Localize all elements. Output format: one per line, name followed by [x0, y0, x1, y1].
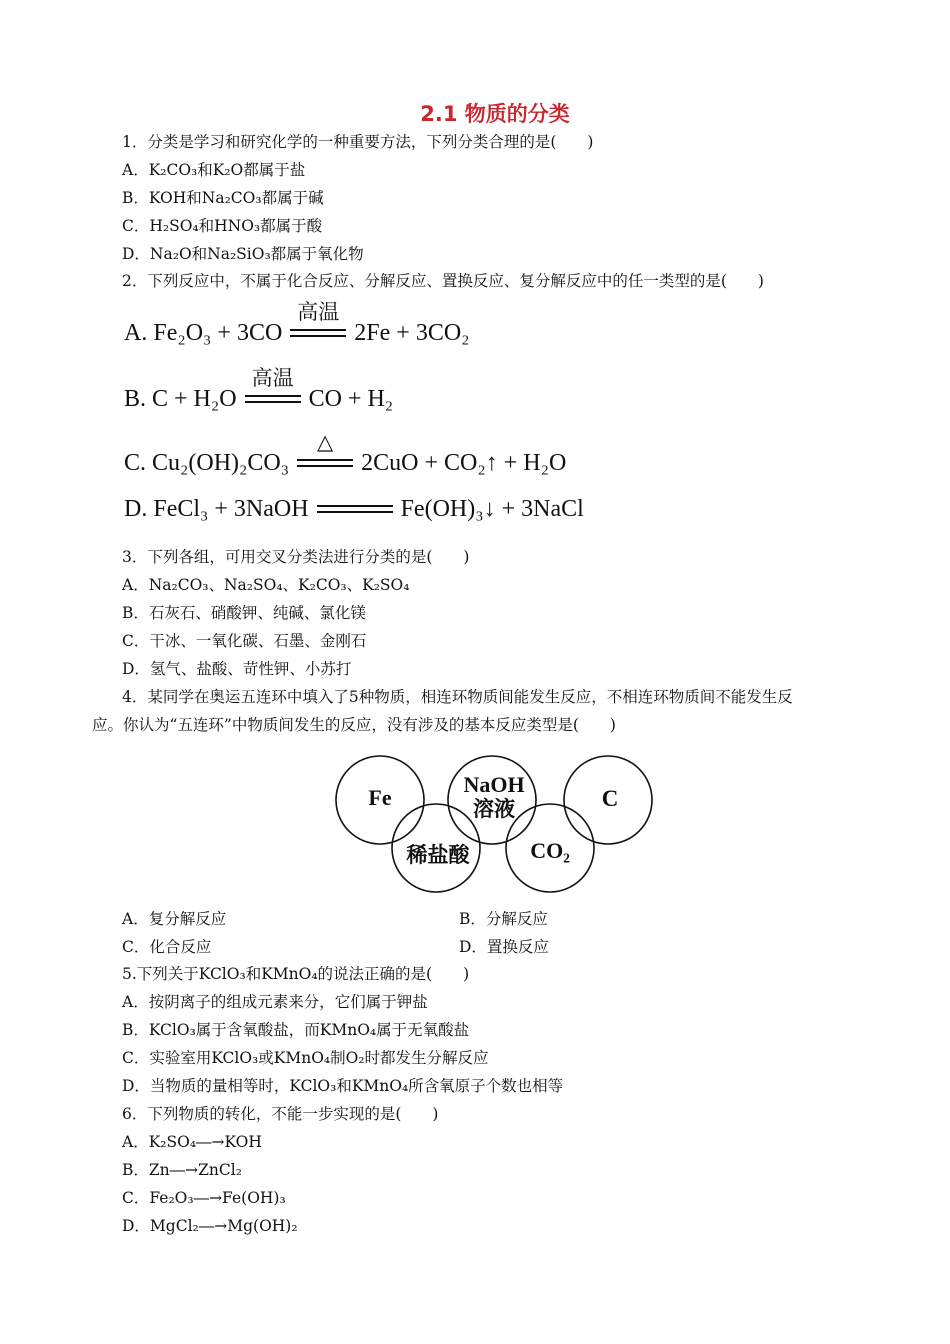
q3-option-c: C．干冰、一氧化碳、石墨、金刚石 — [122, 632, 367, 650]
heat-symbol: △ — [317, 430, 334, 455]
ring-label-solution: 溶液 — [473, 797, 515, 821]
ring-label-c: C — [601, 786, 619, 811]
q5-option-a: A．按阴离子的组成元素来分，它们属于钾盐 — [122, 993, 428, 1011]
q3-option-d: D．氢气、盐酸、苛性钾、小苏打 — [122, 660, 352, 678]
q2-d-products: Fe(OH)₃↓ + 3NaCl — [400, 496, 584, 522]
q2-b-reactants: C + H₂O — [152, 386, 237, 412]
q1-option-a: A．K₂CO₃和K₂O都属于盐 — [122, 161, 306, 179]
q5-stem: 5.下列关于KClO₃和KMnO₄的说法正确的是( ) — [122, 965, 470, 983]
q2-c-products: 2CuO + CO₂↑ + H₂O — [361, 450, 567, 476]
equals-sign — [317, 505, 393, 515]
ring-label-co2: CO₂ — [530, 838, 570, 863]
q6-option-d: D．MgCl₂―→Mg(OH)₂ — [122, 1217, 298, 1235]
q2-a-products: 2Fe + 3CO₂ — [354, 320, 470, 346]
q4-option-a: A．复分解反应 — [122, 910, 227, 928]
q2-option-d-equation — [124, 494, 584, 524]
q2-d-reactants: FeCl₃ + 3NaOH — [153, 496, 309, 522]
ring-label-fe: Fe — [368, 785, 392, 810]
q3-option-a: A．Na₂CO₃、Na₂SO₄、K₂CO₃、K₂SO₄ — [122, 576, 410, 594]
q2-c-label: C. — [124, 450, 147, 476]
q2-option-c-equation — [124, 430, 567, 478]
q4-option-b: B．分解反应 — [459, 910, 548, 928]
q4-stem-line2: 应。你认为“五连环”中物质间发生的反应，没有涉及的基本反应类型是( ) — [92, 716, 616, 734]
q1-option-b: B．KOH和Na₂CO₃都属于碱 — [122, 189, 324, 207]
page-title: 2.1 物质的分类 — [420, 102, 570, 126]
q1-option-d: D．Na₂O和Na₂SiO₃都属于氧化物 — [122, 245, 364, 263]
q4-option-d: D．置换反应 — [459, 938, 549, 956]
q3-option-b: B．石灰石、硝酸钾、纯碱、氯化镁 — [122, 604, 366, 622]
q6-stem: 6．下列物质的转化，不能一步实现的是( ) — [122, 1105, 439, 1123]
q3-stem: 3．下列各组，可用交叉分类法进行分类的是( ) — [122, 548, 470, 566]
reaction-condition: 高温 — [251, 366, 294, 391]
q2-b-products: CO + H₂ — [308, 386, 394, 412]
q2-a-label: A. — [124, 320, 148, 346]
q5-option-d: D．当物质的量相等时，KClO₃和KMnO₄所含氧原子个数也相等 — [122, 1077, 564, 1095]
ring-label-naoh: NaOH — [463, 772, 525, 797]
q1-stem: 1．分类是学习和研究化学的一种重要方法，下列分类合理的是( ) — [122, 133, 594, 151]
q1-option-c: C．H₂SO₄和HNO₃都属于酸 — [122, 217, 323, 235]
q6-option-a: A．K₂SO₄―→KOH — [122, 1133, 262, 1151]
q2-option-a-equation — [124, 300, 470, 348]
equals-sign — [290, 300, 346, 339]
q2-c-reactants: Cu₂(OH)₂CO₃ — [152, 450, 290, 476]
five-rings-diagram — [332, 752, 656, 894]
equals-sign — [297, 430, 353, 469]
q6-option-b: B．Zn―→ZnCl₂ — [122, 1161, 242, 1179]
q2-b-label: B. — [124, 386, 147, 412]
q5-option-b: B．KClO₃属于含氧酸盐，而KMnO₄属于无氧酸盐 — [122, 1021, 470, 1039]
ring-label-hcl: 稀盐酸 — [406, 843, 470, 867]
reaction-condition: 高温 — [297, 300, 340, 325]
equals-sign — [245, 366, 301, 405]
q2-option-b-equation — [124, 366, 394, 414]
q4-option-c: C．化合反应 — [122, 938, 212, 956]
q2-d-label: D. — [124, 496, 148, 522]
q5-option-c: C．实验室用KClO₃或KMnO₄制O₂时都发生分解反应 — [122, 1049, 489, 1067]
q4-stem-line1: 4．某同学在奥运五连环中填入了5种物质，相连环物质间能发生反应，不相连环物质间不能发生反 — [122, 688, 793, 706]
q6-option-c: C．Fe₂O₃―→Fe(OH)₃ — [122, 1189, 286, 1207]
q2-a-reactants: Fe₂O₃ + 3CO — [153, 320, 283, 346]
q2-stem: 2．下列反应中，不属于化合反应、分解反应、置换反应、复分解反应中的任一类型的是( ) — [122, 272, 764, 290]
